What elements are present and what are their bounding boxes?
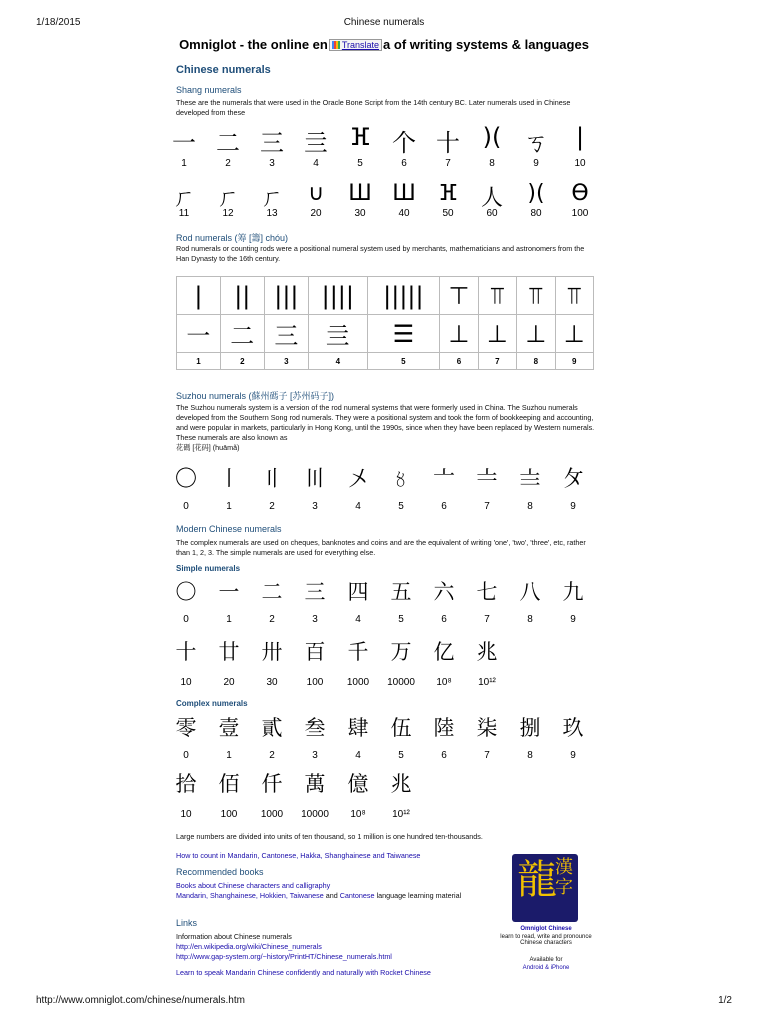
rod-horizontal-cell: ⊥ xyxy=(517,315,555,353)
links-info-text: Information about Chinese numerals xyxy=(176,932,292,941)
simple-row2-value: 10⁸ xyxy=(436,677,452,688)
complex-row1-glyph: 伍 xyxy=(390,716,412,740)
wikipedia-link[interactable]: http://en.wikipedia.org/wiki/Chinese_numerals xyxy=(176,942,322,951)
suzhou-glyph: 〢 xyxy=(260,467,283,492)
translate-label: Translate xyxy=(341,40,380,50)
shang-row1-value: 3 xyxy=(269,158,275,169)
rod-vertical-cell: | xyxy=(177,277,221,315)
shang-row1-glyph: | xyxy=(575,123,585,151)
complex-row2-glyph: 萬 xyxy=(304,772,326,796)
complex-row1-glyph: 貳 xyxy=(261,716,283,740)
how-to-count-links[interactable]: Mandarin, Cantonese, Hakka, Shanghainese and Taiwanese xyxy=(227,851,421,860)
links-list xyxy=(176,932,506,962)
complex-row1-glyph: 玖 xyxy=(562,716,584,740)
translate-button[interactable] xyxy=(329,39,382,51)
simple-row2-glyph: 百 xyxy=(304,640,326,664)
shang-row2-value: 20 xyxy=(310,208,322,219)
simple-row1-glyph: 三 xyxy=(304,580,326,604)
suzhou-value: 6 xyxy=(441,501,447,512)
complex-row1-value: 1 xyxy=(226,750,232,761)
shang-row2-value: 12 xyxy=(222,208,234,219)
rod-vertical-cell: ⫪ xyxy=(555,277,594,315)
rod-horizontal-cell: 亖 xyxy=(309,315,368,353)
rocket-chinese-line xyxy=(176,968,506,978)
shang-row2-glyph: ㄏ xyxy=(216,186,239,211)
shang-row2-glyph: ㄏ xyxy=(260,186,283,211)
rod-vertical-cell: ⊤ xyxy=(440,277,478,315)
rocket-chinese-link[interactable]: Learn to speak Mandarin Chinese confidently and naturally with Rocket Chinese xyxy=(176,968,431,977)
complex-row1-value: 6 xyxy=(441,750,447,761)
books-list xyxy=(176,881,496,901)
books-cantonese-link[interactable]: Cantonese xyxy=(339,891,375,900)
simple-row2-glyph: 卅 xyxy=(261,640,283,664)
footer-page-number: 1/2 xyxy=(718,995,732,1006)
complex-row1-glyph: 零 xyxy=(175,716,197,740)
rod-horizontal-cell: ⊥ xyxy=(440,315,478,353)
simple-row2-glyph: 十 xyxy=(175,640,197,664)
complex-row1-glyph: 柒 xyxy=(476,716,498,740)
shang-row2-glyph: Ш xyxy=(392,181,416,206)
complex-row2-value: 100 xyxy=(220,809,238,820)
simple-row1-glyph: 五 xyxy=(390,580,412,604)
shang-row2-glyph: )( xyxy=(527,181,545,206)
suzhou-value: 4 xyxy=(355,501,361,512)
suzhou-text xyxy=(176,403,596,453)
shang-row2-value: 13 xyxy=(266,208,278,219)
shang-row2-glyph: Ѳ xyxy=(571,181,589,206)
how-to-count-line xyxy=(176,851,506,861)
shang-row2-value: 40 xyxy=(398,208,410,219)
suzhou-huama: 花碼 [花码] (huāmǎ) xyxy=(176,443,240,452)
links-heading: Links xyxy=(176,918,198,928)
shang-row2-value: 80 xyxy=(530,208,542,219)
rod-vertical-cell: ⫪ xyxy=(478,277,516,315)
simple-row2-value: 10 xyxy=(180,677,192,688)
site-title-start: Omniglot - the online en xyxy=(179,37,328,52)
rod-horizontal-cell: ⊥ xyxy=(478,315,516,353)
omniglot-chinese-logo[interactable] xyxy=(512,854,578,922)
rod-number-cell: 8 xyxy=(517,353,555,370)
suzhou-text-body: The Suzhou numerals system is a version of the rod numeral systems that were formerly used in China. The Suzhou numerals developed from the Southern Song rod numerals. They were a positional system and took the form of bookkeeping and accounting, and were popular in markets, particularly in Hong Kong, until the 1990s, since when they have been replaced by Western numerals. These numerals are also known as xyxy=(176,403,595,442)
rod-number-cell: 9 xyxy=(555,353,594,370)
suzhou-value: 3 xyxy=(312,501,318,512)
rod-horizontal-cell: ☰ xyxy=(367,315,440,353)
simple-row1-glyph: 九 xyxy=(562,580,584,604)
suzhou-value: 1 xyxy=(226,501,232,512)
suzhou-glyph: 〨 xyxy=(518,467,541,492)
promo-platforms[interactable]: Android & iPhone xyxy=(522,965,570,971)
complex-row1-glyph: 陸 xyxy=(433,716,455,740)
rod-horizontal-cell: 二 xyxy=(220,315,264,353)
shang-row1-value: 8 xyxy=(489,158,495,169)
shang-row2-glyph: ⴼ xyxy=(438,181,458,206)
gap-system-link[interactable]: http://www.gap-system.org/~history/PrintHT/Chinese_numerals.html xyxy=(176,952,392,961)
shang-row1-value: 10 xyxy=(574,158,586,169)
rod-numeral-table xyxy=(176,276,594,370)
suzhou-glyph: 〧 xyxy=(475,467,498,492)
complex-row2-glyph: 兆 xyxy=(390,772,412,796)
modern-heading: Modern Chinese numerals xyxy=(176,524,282,534)
simple-row1-value: 2 xyxy=(269,614,275,625)
complex-row2-value: 10 xyxy=(180,809,192,820)
rod-vertical-cell: ||| xyxy=(264,277,308,315)
suzhou-glyph: 〡 xyxy=(217,467,240,492)
simple-row1-value: 7 xyxy=(484,614,490,625)
modern-text: The complex numerals are used on cheques, banknotes and coins and are the equivalent of writing 'one', 'two', 'three', etc, rather than 1, 2, 3. The simple numerals are used for everything else. xyxy=(176,538,586,557)
books-and: and xyxy=(323,891,340,900)
complex-numerals-heading: Complex numerals xyxy=(176,699,248,708)
suzhou-glyph: 〤 xyxy=(346,467,369,492)
shang-row1-glyph: ㄎ xyxy=(524,129,548,157)
logo-hanzi: 漢字 xyxy=(555,857,573,898)
complex-row1-glyph: 捌 xyxy=(519,716,541,740)
rod-vertical-cell: |||| xyxy=(309,277,368,315)
simple-row2-glyph: 千 xyxy=(347,640,369,664)
rod-number-cell: 7 xyxy=(478,353,516,370)
simple-row1-value: 6 xyxy=(441,614,447,625)
complex-row2-glyph: 佰 xyxy=(218,772,240,796)
shang-row1-glyph: 亖 xyxy=(304,129,328,157)
complex-row1-value: 0 xyxy=(183,750,189,761)
simple-row2-glyph: 廿 xyxy=(218,640,240,664)
shang-row2-glyph: ㄏ xyxy=(172,186,195,211)
complex-row1-value: 3 xyxy=(312,750,318,761)
complex-row1-value: 7 xyxy=(484,750,490,761)
print-date: 1/18/2015 xyxy=(36,17,81,28)
suzhou-glyph: 〥 xyxy=(389,467,412,492)
complex-row2-value: 10000 xyxy=(301,809,329,820)
simple-row2-value: 20 xyxy=(223,677,235,688)
rod-number-cell: 3 xyxy=(264,353,308,370)
rod-number-cell: 1 xyxy=(177,353,221,370)
complex-row2-value: 10⁸ xyxy=(350,809,366,820)
simple-row1-value: 8 xyxy=(527,614,533,625)
simple-row1-glyph: 二 xyxy=(261,580,283,604)
rod-vertical-cell: || xyxy=(220,277,264,315)
rod-horizontal-cell: 三 xyxy=(264,315,308,353)
shang-row2-glyph: 人 xyxy=(480,186,503,211)
promo-available: Available for xyxy=(529,957,563,963)
shang-row2-value: 11 xyxy=(178,208,190,219)
shang-row2-glyph: Ш xyxy=(348,181,372,206)
shang-row1-glyph: 十 xyxy=(436,129,460,157)
shang-row2-value: 60 xyxy=(486,208,498,219)
simple-row1-value: 9 xyxy=(570,614,576,625)
footer-url: http://www.omniglot.com/chinese/numerals.htm xyxy=(36,995,245,1006)
simple-row1-value: 0 xyxy=(183,614,189,625)
complex-row2-value: 10¹² xyxy=(392,809,410,820)
suzhou-value: 2 xyxy=(269,501,275,512)
rod-vertical-cell: ⫪ xyxy=(517,277,555,315)
simple-row1-value: 3 xyxy=(312,614,318,625)
how-to-count-text[interactable]: How to count in xyxy=(176,851,228,860)
promo-description: learn to read, write and pronounce Chinese characters xyxy=(500,934,592,946)
books-language-links[interactable]: Mandarin, Shanghainese, Hokkien, Taiwanese xyxy=(176,891,324,900)
complex-row1-glyph: 肆 xyxy=(347,716,369,740)
simple-row1-value: 5 xyxy=(398,614,404,625)
complex-row1-value: 9 xyxy=(570,750,576,761)
suzhou-glyph: 〦 xyxy=(432,467,455,492)
complex-row2-glyph: 拾 xyxy=(175,772,197,796)
rod-number-cell: 6 xyxy=(440,353,478,370)
simple-row1-glyph: 七 xyxy=(476,580,498,604)
shang-heading: Shang numerals xyxy=(176,85,242,95)
shang-row1-glyph: 一 xyxy=(172,129,196,157)
shang-row1-glyph: )( xyxy=(482,123,502,151)
suzhou-value: 5 xyxy=(398,501,404,512)
shang-row1-value: 7 xyxy=(445,158,451,169)
complex-row2-glyph: 仟 xyxy=(261,772,283,796)
simple-numerals-heading: Simple numerals xyxy=(176,564,241,573)
suzhou-value: 0 xyxy=(183,501,189,512)
simple-row1-glyph: 八 xyxy=(519,580,541,604)
suzhou-glyph: 〇 xyxy=(174,467,197,492)
simple-row2-value: 10000 xyxy=(387,677,415,688)
rod-text: Rod numerals or counting rods were a positional numeral system used by merchants, mathematicians and astronomers from the Han Dynasty to the 16th century. xyxy=(176,244,585,263)
shang-text: These are the numerals that were used in the Oracle Bone Script from the 14th century BC. Later numerals used in Chinese developed from these xyxy=(176,98,571,117)
simple-row1-glyph: 六 xyxy=(433,580,455,604)
complex-row1-value: 2 xyxy=(269,750,275,761)
rod-heading: Rod numerals (筹 [籌] chóu) xyxy=(176,233,289,243)
shang-row1-value: 1 xyxy=(181,158,187,169)
simple-row2-glyph: 亿 xyxy=(433,640,455,664)
rod-number-cell: 5 xyxy=(367,353,440,370)
logo-dragon-character: 龍 xyxy=(517,857,557,903)
shang-row2-glyph: ∪ xyxy=(307,181,325,206)
large-numbers-note: Large numbers are divided into units of ten thousand, so 1 million is one hundred ten-thousands. xyxy=(176,832,483,841)
rod-number-cell: 2 xyxy=(220,353,264,370)
simple-row1-glyph: 〇 xyxy=(175,580,197,604)
simple-row2-glyph: 万 xyxy=(390,640,412,664)
simple-row2-glyph: 兆 xyxy=(476,640,498,664)
simple-row1-glyph: 一 xyxy=(218,580,240,604)
complex-row1-glyph: 叁 xyxy=(304,716,326,740)
google-translate-icon xyxy=(332,41,340,49)
simple-row2-value: 30 xyxy=(266,677,278,688)
complex-row1-glyph: 壹 xyxy=(218,716,240,740)
books-material-text: language learning material xyxy=(374,891,462,900)
rod-vertical-cell: ||||| xyxy=(367,277,440,315)
simple-row2-value: 100 xyxy=(306,677,324,688)
shang-row1-value: 2 xyxy=(225,158,231,169)
simple-row1-value: 4 xyxy=(355,614,361,625)
suzhou-value: 9 xyxy=(570,501,576,512)
books-calligraphy-link[interactable]: Books about Chinese characters and calligraphy xyxy=(176,881,331,890)
suzhou-value: 8 xyxy=(527,501,533,512)
shang-row1-value: 6 xyxy=(401,158,407,169)
complex-row1-value: 4 xyxy=(355,750,361,761)
suzhou-glyph: 〣 xyxy=(303,467,326,492)
rod-horizontal-cell: 一 xyxy=(177,315,221,353)
site-title-end: a of writing systems & languages xyxy=(383,37,589,52)
shang-row1-glyph: 二 xyxy=(216,129,240,157)
books-heading: Recommended books xyxy=(176,867,264,877)
suzhou-heading: Suzhou numerals (蘇州碼子 [苏州码子]) xyxy=(176,391,335,401)
simple-row1-value: 1 xyxy=(226,614,232,625)
simple-row2-value: 10¹² xyxy=(478,677,496,688)
shang-row1-value: 9 xyxy=(533,158,539,169)
shang-row2-value: 100 xyxy=(571,208,589,219)
shang-row1-glyph: 个 xyxy=(392,129,416,157)
suzhou-glyph: 〩 xyxy=(561,467,584,492)
shang-row2-value: 30 xyxy=(354,208,366,219)
shang-row1-value: 5 xyxy=(357,158,363,169)
complex-row2-value: 1000 xyxy=(260,809,284,820)
suzhou-value: 7 xyxy=(484,501,490,512)
site-title xyxy=(0,37,768,52)
shang-row1-glyph: ⴼ xyxy=(349,123,371,151)
page-title: Chinese numerals xyxy=(176,64,271,76)
rod-number-cell: 4 xyxy=(309,353,368,370)
print-doc-title: Chinese numerals xyxy=(343,17,425,28)
promo-name[interactable]: Omniglot Chinese xyxy=(520,926,572,932)
complex-row1-value: 8 xyxy=(527,750,533,761)
shang-row1-glyph: 三 xyxy=(260,129,284,157)
complex-row1-value: 5 xyxy=(398,750,404,761)
shang-row2-value: 50 xyxy=(442,208,454,219)
shang-row1-value: 4 xyxy=(313,158,319,169)
rod-horizontal-cell: ⊥ xyxy=(555,315,594,353)
complex-row2-glyph: 億 xyxy=(347,772,369,796)
simple-row2-value: 1000 xyxy=(346,677,370,688)
simple-row1-glyph: 四 xyxy=(347,580,369,604)
